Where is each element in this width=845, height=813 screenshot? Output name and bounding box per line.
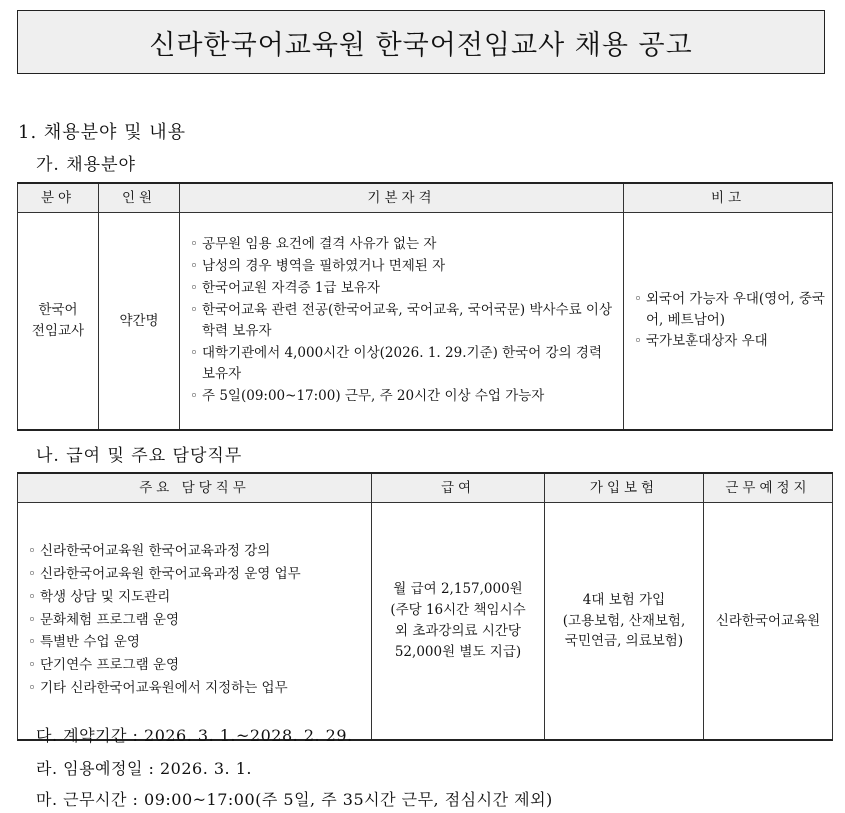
qualifications-cell bbox=[180, 213, 624, 431]
subheading-field: 가. 채용분야 bbox=[36, 155, 136, 175]
salary-duties-table bbox=[17, 472, 833, 741]
field-cell: 한국어 전임교사 bbox=[18, 213, 99, 431]
salary-cell: 월 급여 2,157,000원 (주당 16시간 책임시수 외 초과강의료 시간당 52,000원 별도 지급) bbox=[372, 503, 545, 741]
table-header-row bbox=[18, 183, 833, 213]
list-item: ◦ 단기연수 프로그램 운영 bbox=[28, 655, 367, 676]
work-hours: 마. 근무시간 : 09:00~17:00(주 5일, 주 35시간 근무, 점심시간 제외) bbox=[36, 790, 553, 809]
header-insurance: 가입보험 bbox=[545, 473, 704, 503]
list-item: ◦ 외국어 가능자 우대(영어, 중국어, 베트남어) bbox=[634, 289, 828, 331]
header-field: 분야 bbox=[18, 183, 99, 213]
list-item: ◦ 주 5일(09:00~17:00) 근무, 주 20시간 이상 수업 가능자 bbox=[190, 386, 619, 407]
header-qualifications: 기본자격 bbox=[180, 183, 624, 213]
table-row bbox=[18, 213, 833, 431]
header-notes: 비고 bbox=[624, 183, 833, 213]
header-duties: 주요 담당직무 bbox=[18, 473, 372, 503]
header-count: 인원 bbox=[99, 183, 180, 213]
list-item: ◦ 한국어교원 자격증 1급 보유자 bbox=[190, 278, 619, 299]
subheading-salary-duties: 나. 급여 및 주요 담당직무 bbox=[36, 446, 243, 466]
count-cell: 약간명 bbox=[99, 213, 180, 431]
notes-cell bbox=[624, 213, 833, 431]
recruitment-field-table bbox=[17, 182, 833, 431]
section-heading-recruitment: 1. 채용분야 및 내용 bbox=[18, 122, 187, 143]
list-item: ◦ 기타 신라한국어교육원에서 지정하는 업무 bbox=[28, 678, 367, 699]
qualifications-list bbox=[180, 234, 623, 406]
list-item: ◦ 남성의 경우 병역을 필하였거나 면제된 자 bbox=[190, 256, 619, 277]
list-item: ◦ 신라한국어교육원 한국어교육과정 강의 bbox=[28, 541, 367, 562]
contract-period: 다. 계약기간 : 2026. 3. 1.~2028. 2. 29. bbox=[36, 726, 353, 745]
list-item: ◦ 국가보훈대상자 우대 bbox=[634, 331, 828, 352]
list-item: ◦ 신라한국어교육원 한국어교육과정 운영 업무 bbox=[28, 564, 367, 585]
list-item: ◦ 대학기관에서 4,000시간 이상(2026. 1. 29.기준) 한국어 강의 경력 보유자 bbox=[190, 343, 619, 385]
list-item: ◦ 공무원 임용 요건에 결격 사유가 없는 자 bbox=[190, 234, 619, 255]
table-row bbox=[18, 503, 833, 741]
header-location: 근무예정지 bbox=[704, 473, 833, 503]
list-item: ◦ 한국어교육 관련 전공(한국어교육, 국어교육, 국어국문) 박사수료 이상 학력 보유자 bbox=[190, 300, 619, 342]
page-title: 신라한국어교육원 한국어전임교사 채용 공고 bbox=[17, 10, 825, 74]
list-item: ◦ 문화체험 프로그램 운영 bbox=[28, 610, 367, 631]
header-salary: 급여 bbox=[372, 473, 545, 503]
duties-cell bbox=[18, 503, 372, 741]
insurance-cell: 4대 보험 가입 (고용보험, 산재보험, 국민연금, 의료보험) bbox=[545, 503, 704, 741]
notes-list bbox=[624, 289, 832, 353]
table-header-row bbox=[18, 473, 833, 503]
list-item: ◦ 학생 상담 및 지도관리 bbox=[28, 587, 367, 608]
start-date: 라. 임용예정일 : 2026. 3. 1. bbox=[36, 759, 252, 778]
location-cell: 신라한국어교육원 bbox=[704, 503, 833, 741]
duties-list bbox=[18, 541, 371, 699]
list-item: ◦ 특별반 수업 운영 bbox=[28, 632, 367, 653]
